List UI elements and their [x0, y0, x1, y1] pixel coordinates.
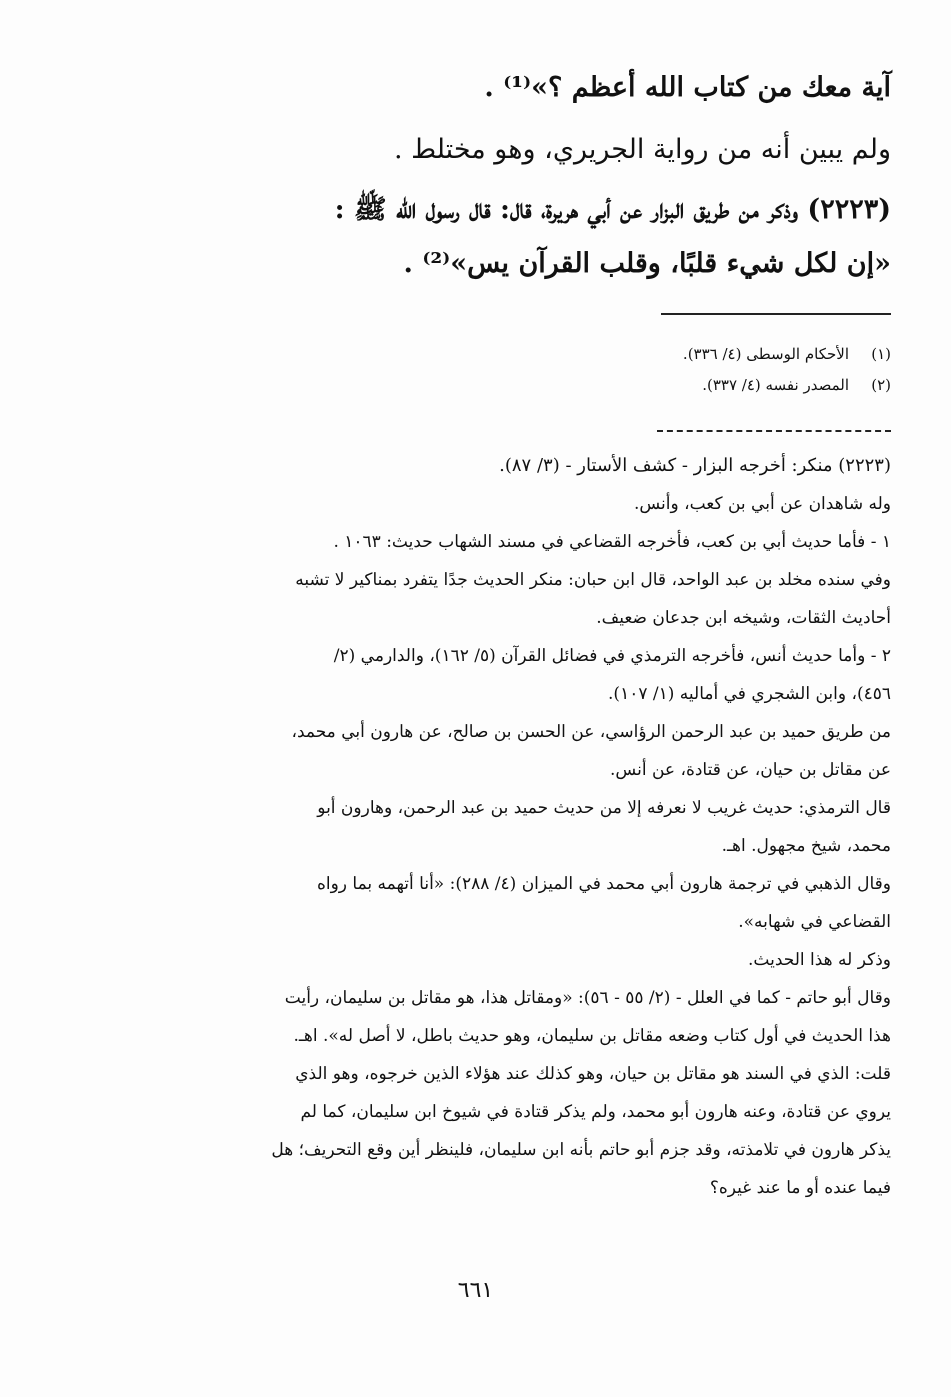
commentary-separator: [657, 430, 891, 432]
commentary-line-3: ١ - فأما حديث أبي بن كعب، فأخرجه القضاعي في مسند الشهاب حديث: ١٠٦٣ .: [333, 532, 891, 552]
commentary-line-20: فيما عنده أو ما عند غيره؟: [709, 1178, 891, 1198]
footnote-separator: [661, 313, 891, 315]
main-line-4: «إن لكل شيء قلبًا، وقلب القرآن يس»⁽²⁾ .: [403, 248, 891, 279]
commentary-line-9: عن مقاتل بن حيان، عن قتادة، عن أنس.: [610, 760, 891, 780]
main-line-2: ولم يبين أنه من رواية الجريري، وهو مختلط .: [393, 134, 891, 165]
commentary-line-10: قال الترمذي: حديث غريب لا نعرفه إلا من حديث حميد بن عبد الرحمن، وهارون أبو: [317, 798, 891, 818]
footnote-2: [51, 376, 891, 394]
main-line-3: (٢٢٢٣) وذكر من طريق البزار عن أبي هريرة، قال: قال رسول الله ﷺ :: [334, 194, 891, 225]
commentary-line-2: وله شاهدان عن أبي بن كعب، وأنس.: [633, 494, 891, 514]
commentary-line-8: من طريق حميد بن عبد الرحمن الرؤاسي، عن الحسن بن صالح، عن هارون أبي محمد،: [291, 722, 891, 742]
commentary-line-15: وقال أبو حاتم - كما في العلل - (٢/ ٥٥ - ٥٦): «ومقاتل هذا، هو مقاتل بن سليمان، رأيت: [284, 988, 891, 1008]
commentary-line-12: وقال الذهبي في ترجمة هارون أبي محمد في الميزان (٤/ ٢٨٨): «أنا أتهمه بما رواه: [316, 874, 891, 894]
main-line-1: آية معك من كتاب الله أعظم ؟»⁽¹⁾ .: [484, 72, 891, 103]
footnote-2-number: (٢): [871, 376, 891, 394]
commentary-line-17: قلت: الذي في السند هو مقاتل بن حيان، وهو كذلك عند هؤلاء الذين خرجوه، وهو الذي: [295, 1064, 891, 1084]
commentary-line-11: محمد، شيخ مجهول. اهـ.: [721, 836, 891, 856]
footnote-2-text: المصدر نفسه (٤/ ٣٣٧).: [702, 376, 849, 394]
footnote-1-text: الأحكام الوسطى (٤/ ٣٣٦).: [682, 345, 849, 363]
commentary-line-1: (٢٢٢٣) منكر: أخرجه البزار - كشف الأستار - (٣/ ٨٧).: [499, 455, 891, 476]
page-number: ٦٦١: [457, 1278, 494, 1303]
commentary-line-19: يذكر هارون في تلامذته، وقد جزم أبو حاتم بأنه ابن سليمان، فلينظر أين وقع التحريف؛ هل: [271, 1140, 891, 1160]
footnote-1: [51, 345, 891, 363]
commentary-line-5: أحاديث الثقات، وشيخه ابن جدعان ضعيف.: [596, 608, 891, 628]
commentary-line-13: القضاعي في شهابه».: [738, 912, 891, 932]
commentary-line-18: يروي عن قتادة، وعنه هارون أبو محمد، ولم يذكر قتادة في شيوخ ابن سليمان، كما لم: [300, 1102, 891, 1122]
commentary-line-6: ٢ - وأما حديث أنس، فأخرجه الترمذي في فضائل القرآن (٥/ ١٦٢)، والدارمي (٢/: [333, 646, 891, 666]
footnote-1-number: (١): [871, 345, 891, 363]
commentary-line-4: وفي سنده مخلد بن عبد الواحد، قال ابن حبان: منكر الحديث جدًا يتفرد بمناكير لا تشبه: [295, 570, 891, 590]
commentary-line-16: هذا الحديث في أول كتاب وضعه مقاتل بن سليمان، وهو حديث باطل، لا أصل له». اهـ.: [293, 1026, 891, 1046]
commentary-line-14: وذكر له هذا الحديث.: [748, 950, 891, 970]
commentary-line-7: ٤٥٦)، وابن الشجري في أماليه (١/ ١٠٧).: [608, 684, 891, 704]
